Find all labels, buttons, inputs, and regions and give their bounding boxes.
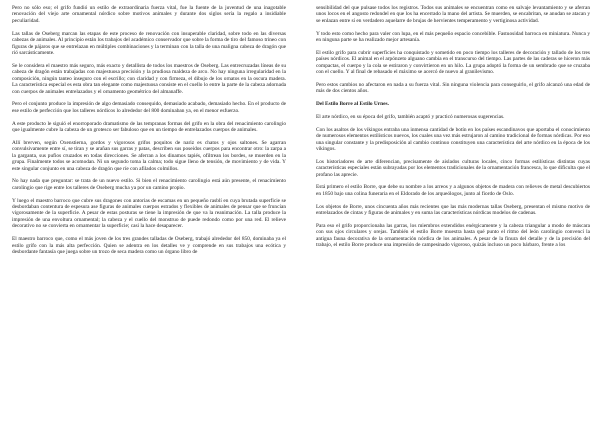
paragraph: Los historiadores de arte diferencian, precisamente de aislados culturas locales, cinco formas estilísticas distintas cuyas características especiales están subrayadas por los elementos tradicionales de la ornamentación francesca, lo que dificulta que el profano las aprecie. bbox=[316, 158, 590, 178]
paragraph: El arte nórdico, en su época del grifo, también acaptó y practicó numerosas sugerencias. bbox=[316, 113, 505, 120]
paragraph: Para eso el grifo proporcionaba las garras, los miembros extendidos enérgicamente y la cabeza triangular a modo de máscara con sus ojos circulares y orejas. También el estilo Borre muestra hasta qué punto el ritmo del león carolingio convencí la antigua fauna decorativa de la ornamentación nórdica de los animales. A pesar de la finura del detalle y de la precisión del trabajo, el estilo Borre produce una impresión de campesinado vigoroso, quizás incluso un poco bárbaro, frente a los bbox=[316, 222, 590, 249]
paragraph: sensibilidad del que pulsase todos los registros. Todos sus animales se encuentran como en salvaje levantamiento y se aferran unos locos en el angosto redondel en que los ha encerrado la mano del artista. Se muerden, se encabritan, se anudan se atacan y se enlazan entre sí en verdadero aquelarre de brujas de hervientes temperamento y vertiginosa actividad. bbox=[316, 5, 590, 24]
paragraph: Allí brerven, según Oxenstierna, gordos y vigorosos grifos poquitos de nariz es chatos y ojos saltones. Se agarran convulsivamente entre sí, se tiran y se arañan sus garras y patas, describen sus poseidos cuerpos para encontrar otro: la zarpa a la garganta, sus pufios cruzados en todas direcciones. Se aferran a los dinamos tapiés, ofiltrean los bordes, se muerden en la grupa. Finalmente todos se acomodan. Ni un segundo toma la calma; todo sigue lleno de tensión, de movimiento y de vida. Y este singular conjunto en una cabeza de dragón que ríe con afilados colmillos. bbox=[12, 139, 286, 172]
paragraph: Pero no sólo eso; el grifo fundió un estilo de extraordinaria fuerza vital, fue la fuente de la juventud de una inagotable renovación del viejo arte ornamental nórdico sobre motivos animales y durante dos siglos sería la regalo a insidiable peculiaridad. bbox=[12, 5, 286, 24]
section-heading: Del Estilo Borre al Estilo Urnes. bbox=[316, 101, 389, 108]
paragraph: El estilo grifo para cubrir superficies ha conquistado y sometido en poco tiempo los talleres de decoración y tallado de los tres países nórdicos. El animal en el arpónzeto alguano cambia en el transcurso del tiempo. Las partes de las caderas se hiceron más compactas, el cuerpo y la cola se estiraron y convirtieron en un hilo. La grupa adoptó la forma de un sembrado que se cruzaba con el cuello. Y al final de rebasado el máximo se acercó de nuevo al granilevismo. bbox=[316, 49, 590, 76]
paragraph: A este producto le siguió el enorroporado dramatismo de las tempranas formas del grifo en la obra del renacimiento carolingio que igualmente cubre la cabeza de un grotesco ser fabuloso que en un tiempo de entrelazados cuerpos de animales. bbox=[12, 120, 286, 133]
paragraph: El maestro barroco que, como el más joven de los tres grandes talladas de Oseberg, trabajó alrededor del 850, dominaba ya el estilo grifo con la más alta perfección. Quien se adentra en los detalles ve y comprende en sus trabajos una ecótica y desbordante fantasía que juega sobre un trozo de seca madera como un órgano libro de bbox=[12, 236, 286, 255]
paragraph: Se le considera el maestro más seguro, más exacto y detallista de todos los maestros de Oseberg. Las entrecruzadas líneas de su cabeza de dragón están trabajadas con majestuosa precisión y la prudiosa maldeza de arco. No hay ninguna irregularidad en la composición, ningún tanteo inseguro con el escrillo; con claridad y con firmeza, el dibujo de los ornatos en la oscura madera. La característica especial es esta obra tan elegante como majestuosa consiste en el cuello lo entre la parte de la cabeza adornada con cuerpos de animales entrelazados y el ornamento geométrico del almanaffe. bbox=[12, 62, 286, 95]
paragraph: Los objetos de Borre, unos cincuenta años más recientes que las más modernas tallas Oseberg, presentan el mismo motivo de entrelazados de cintas y figuras de animales y en suma las características nórdicas modelos de cadenas. bbox=[316, 203, 590, 217]
paragraph: Pero estos cambios no afectaron en nada a su fuerza vital. Sin ninguna violencia para conseguirlo, el grifo alcanzó una edad de más de dos cientos años. bbox=[316, 81, 590, 95]
paragraph: Pero el conjunto produce la impresión de algo demasiado consequido, demasiado acabado, demasiado hecho. En el producto de ese estilo de perfección que los talleres nórdicos lo alrededor del 800 dominaban ya, en el menor esfuerzo. bbox=[12, 101, 286, 114]
paragraph: Y luego el maestro barroco que cubre sus dragones con antorias de escamas en un pequeño rasblí en cuya brutada superficie se desbordaban contentura de espesura ase figuras de animales cuerpos estrados y flexibles de animales de pensar que se fruncían vigorosamente de la superficie. A pesar de estas posturas se tiene la impresión de que va la reanimación. La talla produce la impresión de una envoltura ornamental; la cabeza y el cuello del monstruo de puede redondo como por una red. El relieve decorativo no se convierta en ornamentar la superficie; casi la hace desaparecer. bbox=[12, 197, 286, 230]
paragraph: No hay nada que preguntar: se trata de un nuevo estilo. Si bien el renacimiento carolingio está aún presente, el renacimiento carolingio que rige entre los talleres de Oseberg mucha ya por un camino propio. bbox=[12, 178, 286, 191]
paragraph: Con los asaltos de los vikingos entraba una inmensa cantidad de botín en los países escandinavos que aportaba el conocimiento de numerosos elementos estilísticos nuevos, los cuales una vez más estrujaron al camino tradicional de formas nórdicas. Por eso una singular constante y la predisposición al cambio continuo constituyen una característica del arte nórdico en la época de los vikingos. bbox=[316, 126, 590, 153]
paragraph: Las tallas de Oseberg marcan las etapas de este proceso de renovación con insuperable claridad, sobre todo en las diversas cabezas de animales. Al principio están los trabajos del académico conservador que sobre la forma de tiro del famoso trineo con figuras de pájaros que se entrelazan en múltiples combinaciones y la terminan con la talla de una maligna cabeza de dragón que rió sarcásticamente. bbox=[12, 30, 286, 57]
paragraph: Está primero el estilo Borre, que debe su nombre a los arreos y a algunos objetos de madera con relieves de metal descubiertos en 1850 bajo una colina funeraria en el Eldorado de los arqueólogos, junto al fiordo de Oslo. bbox=[316, 184, 590, 197]
paragraph: Y todo esto como hecho para valer con lupa, en el más pequeño espacio concebible. Fastuosidad barroca en miniatura. Nunca y en ninguna parte se ha realizado mejor artesanía. bbox=[316, 30, 590, 44]
left-column bbox=[12, 5, 286, 420]
right-column bbox=[316, 5, 590, 420]
